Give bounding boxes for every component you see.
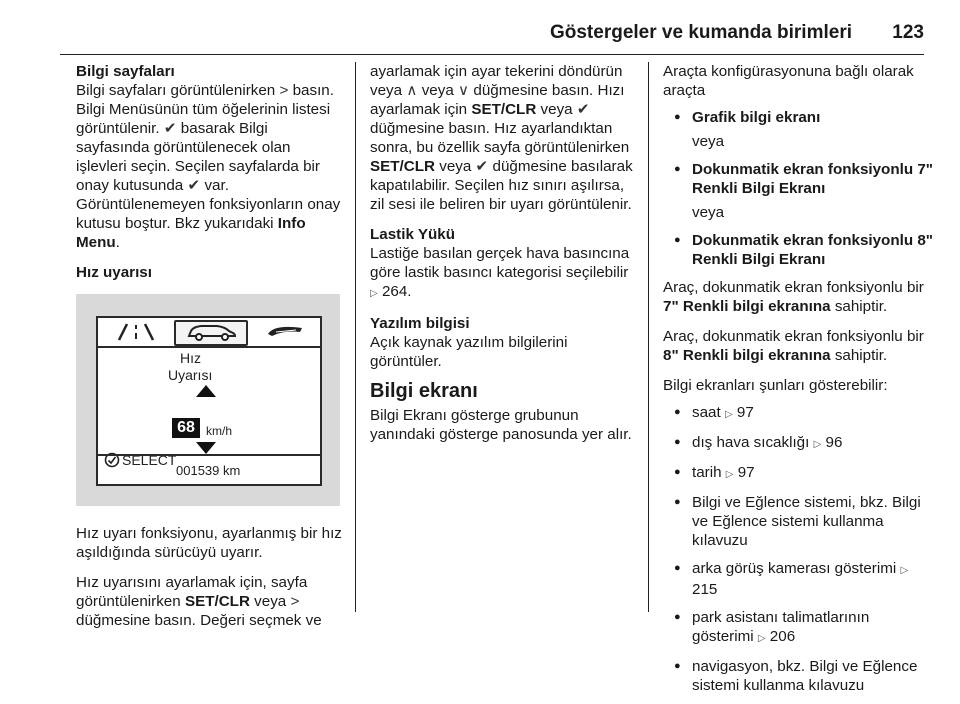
column-3 <box>663 62 933 704</box>
wiper-icon <box>266 322 306 342</box>
odometer-value: 001539 km <box>176 463 241 478</box>
cluster-display <box>96 316 322 486</box>
paragraph <box>370 62 635 214</box>
page-ref-icon: ▷ <box>724 409 733 420</box>
text: Hız uyarısını ayarlamak için, sayfa görüntülenirken <box>76 574 308 610</box>
display-title: Uyarısı <box>168 367 213 383</box>
text: veya <box>540 101 573 118</box>
text: veya <box>421 82 454 99</box>
text-bold: SET/CLR <box>471 101 537 118</box>
page-ref-icon: ▷ <box>900 565 909 576</box>
header-rule <box>60 54 924 55</box>
paragraph: Araçta konfigürasyonuna bağlı olarak araçta <box>663 63 914 99</box>
chevron-up-icon: ∧ <box>406 82 418 99</box>
section-heading: Bilgi sayfaları <box>76 63 175 80</box>
list-item: ● Dokunmatik ekran fonksiyonlu 8" Renkli Bilgi Ekranı <box>663 231 933 269</box>
chevron-up-icon <box>196 385 216 397</box>
text: ayarlamak için ayar tekerini döndürün veya <box>370 63 623 99</box>
car-icon <box>177 323 243 341</box>
chevron-right-icon: > <box>279 82 289 99</box>
figure-caption: Hız uyarı fonksiyonu, ayarlanmış bir hız aşıldığında sürücüyü uyarır. <box>76 525 342 561</box>
page-ref-icon: ▷ <box>757 633 766 644</box>
speed-warning-illustration <box>76 294 340 506</box>
page-ref-icon: ▷ <box>725 469 734 480</box>
list-item: ● Grafik bilgi ekranı veya <box>663 108 933 151</box>
text: düğmesine basın. Hız ayarlandıktan sonra, bu özellik sayfa görüntülenirken <box>370 120 630 156</box>
list-item: ● tarih ▷ 97 <box>663 463 933 484</box>
paragraph <box>76 573 342 630</box>
list-item: ● Bilgi ve Eğlence sistemi, bkz. Bilgi ve Eğlence sistemi kullanma kılavuzu <box>663 493 933 550</box>
text: düğmesine basılarak kapatılabilir. Seçilen hız sınırı aşılırsa, zil sesi ile beliren bir uyarı görüntülenir. <box>370 158 633 213</box>
chevron-right-icon: > <box>290 593 300 610</box>
paragraph: Araç, dokunmatik ekran fonksiyonlu bir 8" Renkli bilgi ekranına sahiptir. <box>663 328 924 364</box>
column-2 <box>370 62 635 455</box>
odometer-bar <box>98 454 320 484</box>
paragraph: Bilgi Ekranı gösterge grubunun yanındaki gösterge panosunda yer alır. <box>370 407 632 443</box>
check-icon: ✔ <box>475 158 489 175</box>
text: düğmesine basın. Hızı ayarlamak için <box>370 82 625 118</box>
page-number: 123 <box>892 22 924 43</box>
chapter-heading: Bilgi ekranı <box>370 380 478 402</box>
paragraph: Araç, dokunmatik ekran fonksiyonlu bir 7" Renkli bilgi ekranına sahiptir. <box>663 279 924 315</box>
text-bold: Info Menu <box>76 215 306 251</box>
list-item: ● saat ▷ 97 <box>663 403 933 424</box>
display-title: Hız <box>180 350 201 366</box>
page-ref-icon: ▷ <box>370 288 378 299</box>
tab-vehicle <box>174 320 248 346</box>
column-divider <box>648 62 649 612</box>
text: düğmesine basın. Değeri seçmek ve <box>76 612 322 629</box>
select-label: SELECT <box>122 452 177 468</box>
list-item: ● dış hava sıcaklığı ▷ 96 <box>663 433 933 454</box>
list-item: ● arka görüş kamerası gösterimi ▷ 215 <box>663 559 933 599</box>
section-heading: Lastik Yükü <box>370 226 455 243</box>
check-icon: ✔ <box>163 120 177 137</box>
check-icon: ✔ <box>187 177 201 194</box>
feature-list <box>663 403 933 695</box>
paragraph <box>370 244 635 303</box>
page-ref: 264. <box>381 283 412 300</box>
list-item: ● navigasyon, bkz. Bilgi ve Eğlence sistemi kullanma kılavuzu <box>663 657 933 695</box>
text-bold: SET/CLR <box>370 158 435 175</box>
section-heading: Hız uyarısı <box>76 264 152 281</box>
text: veya <box>439 158 472 175</box>
column-1 <box>76 62 342 630</box>
road-icon <box>116 322 156 342</box>
text: veya <box>254 593 287 610</box>
list-item: ● park asistanı talimatlarının gösterimi ▷ 206 <box>663 608 933 648</box>
speed-value: 68 <box>172 418 200 438</box>
display-tab-bar <box>98 318 320 348</box>
check-icon: ✔ <box>576 101 590 118</box>
paragraph: Bilgi ekranları şunları gösterebilir: <box>663 377 888 394</box>
text: . <box>115 234 120 251</box>
paragraph: Açık kaynak yazılım bilgilerini görüntüler. <box>370 334 568 370</box>
text: var. Görüntülenemeyen fonksiyonların onay kutusu boştur. Bkz yukarıdaki <box>76 177 341 232</box>
section-heading: Yazılım bilgisi <box>370 315 470 332</box>
text: Lastiğe basılan gerçek hava basıncına göre lastik basıncı kategorisi seçilebilir <box>370 245 630 281</box>
chevron-down-icon: ∨ <box>458 82 470 99</box>
text-bold: SET/CLR <box>184 593 250 610</box>
text: basarak Bilgi sayfasında görüntülenecek olan işlevleri seçin. Seçilen sayfalarda bir onay kutusunda <box>76 120 320 194</box>
chevron-down-icon <box>196 442 216 454</box>
page-title: Göstergeler ve kumanda birimleri <box>549 22 852 43</box>
page-ref-icon: ▷ <box>813 439 822 450</box>
list-item: ● Dokunmatik ekran fonksiyonlu 7" Renkli Bilgi Ekranı veya <box>663 160 933 222</box>
column-divider <box>355 62 356 612</box>
text: basın. Bilgi Menüsünün tüm öğelerinin listesi görüntülenir. <box>76 82 334 137</box>
text: Bilgi sayfaları görüntülenirken <box>76 82 276 99</box>
speed-unit: km/h <box>206 424 233 438</box>
display-type-list <box>663 108 933 269</box>
paragraph <box>76 81 342 252</box>
